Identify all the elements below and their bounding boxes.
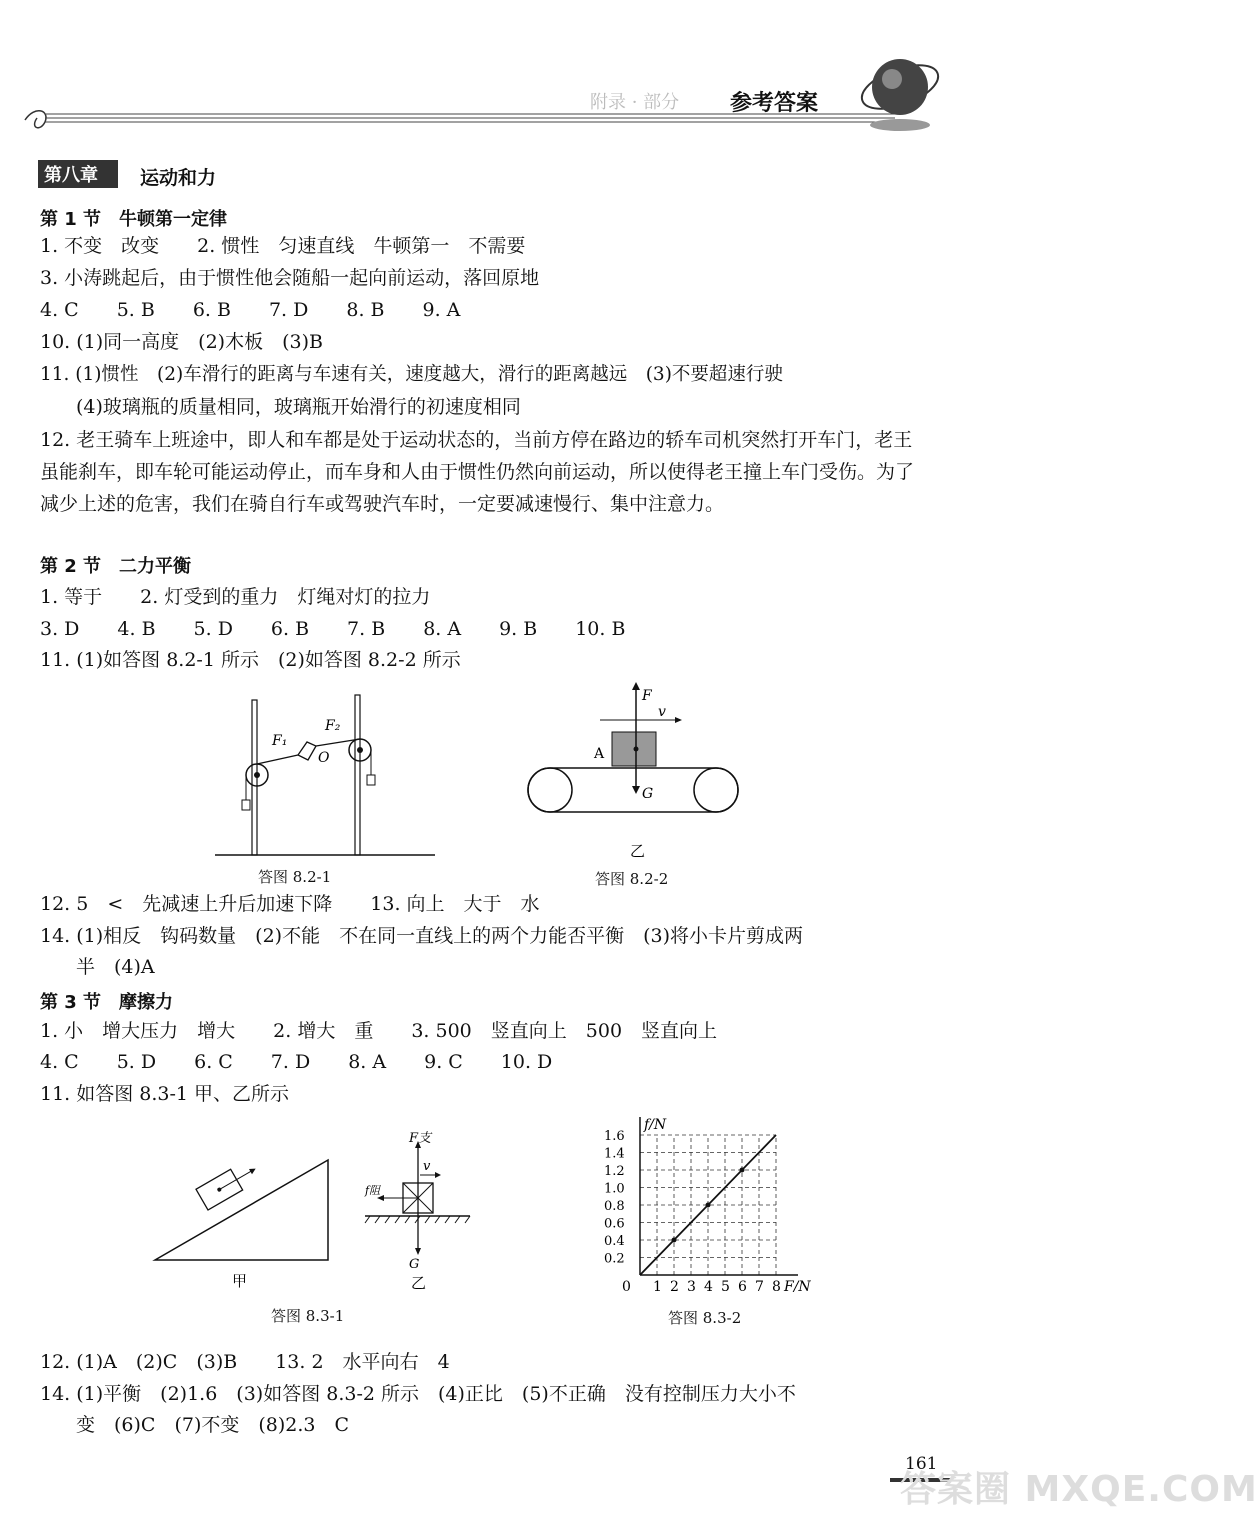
fig1-o-label: O <box>318 750 330 766</box>
fig1-f2-label: F₂ <box>325 718 341 734</box>
fig1-f1-label: F₁ <box>272 733 288 749</box>
y-tick-label: 1.6 <box>604 1129 625 1144</box>
s3-line-2: 4. C 5. D 6. C 7. D 8. A 9. C 10. D <box>40 1051 553 1073</box>
y-tick-label: 0.2 <box>604 1251 625 1267</box>
section-3-title: 第 3 节 摩擦力 <box>40 992 174 1013</box>
s3-line-5: 14. (1)平衡 (2)1.6 (3)如答图 8.3-2 所示 (4)正比 (5)不正确 没有控制压力大小不 <box>40 1383 796 1405</box>
page-number: 161 <box>905 1454 938 1474</box>
fig-8-3-1-caption: 答图 8.3-1 <box>271 1307 345 1325</box>
figure-8-3-2-chart <box>590 1115 830 1300</box>
data-point <box>706 1203 711 1208</box>
data-point <box>740 1168 745 1173</box>
chapter-title: 运动和力 <box>140 167 217 189</box>
s1-line-3: 4. C 5. B 6. B 7. D 8. B 9. A <box>40 299 461 321</box>
fig3-yi-label: 乙 <box>411 1274 427 1292</box>
chapter-tag: 第八章 <box>44 165 98 186</box>
fig3-fs-label: F支 <box>409 1131 432 1146</box>
figure-8-2-1 <box>210 690 440 865</box>
figure-8-3-1-jia <box>150 1150 335 1290</box>
y-tick-label: 1.4 <box>604 1146 625 1162</box>
figure-8-2-2 <box>520 680 750 860</box>
s3-line-4: 12. (1)A (2)C (3)B 13. 2 水平向右 4 <box>40 1351 450 1373</box>
s2-line-5: 14. (1)相反 钩码数量 (2)不能 不在同一直线上的两个力能否平衡 (3)将小卡片剪成两 <box>40 925 803 947</box>
y-tick-label: 0.4 <box>604 1234 625 1249</box>
y-tick-label: 1.2 <box>604 1164 625 1179</box>
s1-line-6: (4)玻璃瓶的质量相同，玻璃瓶开始滑行的初速度相同 <box>76 396 521 418</box>
x-tick-label: 4 <box>704 1279 713 1295</box>
s2-line-1: 1. 等于 2. 灯受到的重力 灯绳对灯的拉力 <box>40 586 431 608</box>
x-axis-label: F/N <box>784 1279 811 1295</box>
section-1-title: 第 1 节 牛顿第一定律 <box>40 209 228 230</box>
s3-line-3: 11. 如答图 8.3-1 甲、乙所示 <box>40 1083 290 1105</box>
fig-8-3-2-caption: 答图 8.3-2 <box>668 1309 742 1327</box>
s2-line-2: 3. D 4. B 5. D 6. B 7. B 8. A 9. B 10. B <box>40 618 626 640</box>
section-2-title: 第 2 节 二力平衡 <box>40 556 192 577</box>
x-tick-label: 3 <box>687 1279 696 1295</box>
x-tick-label: 8 <box>772 1279 781 1295</box>
s3-line-6: 变 (6)C (7)不变 (8)2.3 C <box>76 1414 350 1436</box>
s2-line-3: 11. (1)如答图 8.2-1 所示 (2)如答图 8.2-2 所示 <box>40 649 461 671</box>
watermark: 答案圈 MXQE.COM <box>900 1469 1258 1510</box>
fig-8-2-2-caption: 答图 8.2-2 <box>595 870 669 888</box>
header-left-text: 附录 · 部分 <box>590 92 680 113</box>
x-tick-label: 6 <box>738 1279 747 1295</box>
y-tick-label: 0.8 <box>604 1199 625 1214</box>
fig2-g-label: G <box>642 786 654 802</box>
figure-8-3-1-yi <box>365 1128 475 1293</box>
y-axis-label: f/N <box>644 1117 667 1133</box>
fig2-sub-label: 乙 <box>630 842 646 860</box>
s1-para-12: 12. 老王骑车上班途中，即人和车都是处于运动状态的，当前方停在路边的轿车司机突然打开车门，老王虽能刹车，即车轮可能运动停止，而车身和人由于惯性仍然向前运动，所以使得老王撞上车门受伤。为了减少上述的危害，我们在骑自行车或驾驶汽车时，一定要减速慢行、集中注意力。 <box>40 429 915 515</box>
fig2-v-label: v <box>658 704 666 720</box>
x-tick-label: 1 <box>653 1279 662 1295</box>
fig2-f-label: F <box>642 688 652 704</box>
fig3-g-label: G <box>409 1257 420 1272</box>
s1-line-4: 10. (1)同一高度 (2)木板 (3)B <box>40 331 323 353</box>
y-tick-label: 0.6 <box>604 1216 625 1232</box>
x-tick-label: 0 <box>622 1279 631 1295</box>
fig3-v-label: v <box>423 1159 431 1174</box>
fig3-fz-label: f阻 <box>365 1184 381 1197</box>
header-title: 参考答案 <box>730 91 819 116</box>
s1-line-5: 11. (1)惯性 (2)车滑行的距离与车速有关，速度越大，滑行的距离越远 (3)不要超速行驶 <box>40 364 783 385</box>
fig2-a-label: A <box>594 746 605 762</box>
x-tick-label: 2 <box>670 1279 679 1295</box>
fig-8-2-1-caption: 答图 8.2-1 <box>258 868 332 886</box>
y-tick-label: 1.0 <box>604 1181 625 1197</box>
fig3-jia-label: 甲 <box>232 1272 248 1290</box>
s2-line-4: 12. 5 < 先减速上升后加速下降 13. 向上 大于 水 <box>40 893 540 915</box>
s3-line-1: 1. 小 增大压力 增大 2. 增大 重 3. 500 竖直向上 500 竖直向上 <box>40 1020 718 1042</box>
s1-line-1: 1. 不变 改变 2. 惯性 匀速直线 牛顿第一 不需要 <box>40 235 526 257</box>
x-tick-label: 7 <box>755 1279 764 1295</box>
x-tick-label: 5 <box>721 1279 730 1295</box>
s2-line-6: 半 (4)A <box>76 956 155 978</box>
s1-line-2: 3. 小涛跳起后，由于惯性他会随船一起向前运动，落回原地 <box>40 267 540 289</box>
data-point <box>672 1238 677 1243</box>
globe-logo-icon <box>850 45 950 135</box>
